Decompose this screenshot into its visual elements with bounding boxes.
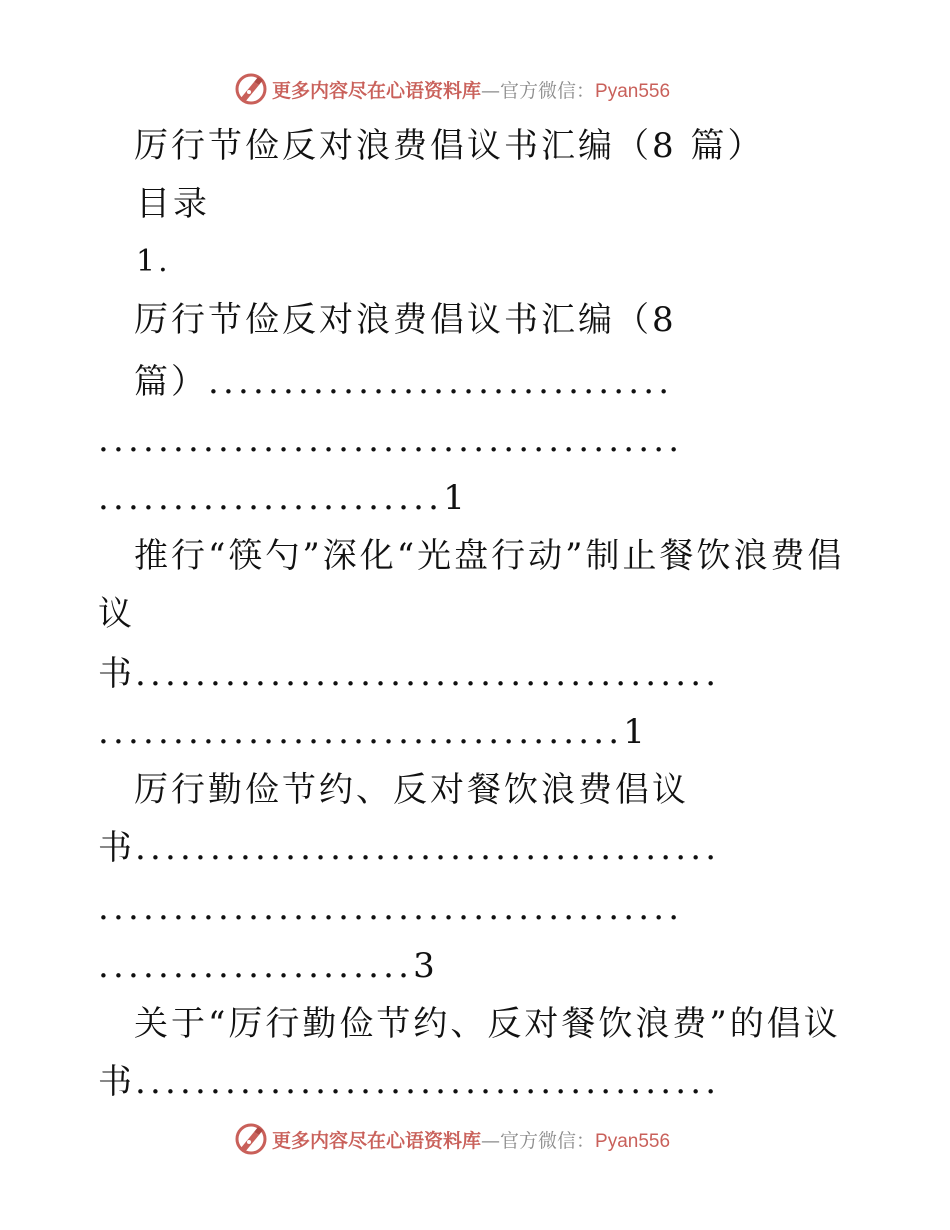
toc-leader-dots: ..................... <box>98 946 414 986</box>
toc-entry-2-title-end: 书 <box>98 654 135 694</box>
toc-entry-2-title: 推行“筷勺”深化“光盘行动”制止餐饮浪费倡 <box>134 536 845 576</box>
toc-entry-1-line4 <box>98 478 465 518</box>
watermark-text <box>272 76 670 103</box>
toc-leader-dots: ....................... <box>98 478 444 518</box>
toc-entry-3-line4 <box>98 946 435 986</box>
toc-leader-dots: ....................................... <box>135 828 721 868</box>
watermark-site-name: 更多内容尽在心语资料库 <box>272 1129 482 1152</box>
watermark-wechat-id: Pyan556 <box>595 80 671 102</box>
toc-leader-dots: ............................... <box>208 362 674 402</box>
toc-entry-2-title-cont: 议 <box>98 594 135 634</box>
watermark-site-name: 更多内容尽在心语资料库 <box>272 79 482 102</box>
toc-entry-1-page: 1 <box>443 478 465 518</box>
toc-entry-1-title-cont: 篇） <box>134 362 208 402</box>
watermark-wechat-id: Pyan556 <box>595 1130 671 1152</box>
toc-entry-4-line2 <box>98 1062 720 1102</box>
pen-logo-icon <box>234 72 268 106</box>
toc-entry-4-title-end: 书 <box>98 1062 135 1102</box>
toc-entry-3-title-end: 书 <box>98 828 135 868</box>
toc-number: 1. <box>136 244 171 279</box>
toc-leader-dots: ................................... <box>98 712 624 752</box>
toc-leader-dots: ....................................... <box>98 420 684 460</box>
watermark-text <box>272 1126 670 1153</box>
toc-entry-2-page: 1 <box>623 712 645 752</box>
watermark-footer <box>234 1122 670 1156</box>
toc-entry-1-line2 <box>134 362 673 402</box>
toc-entry-3-page: 3 <box>413 946 435 986</box>
watermark-wechat-label: 官方微信： <box>500 1129 596 1152</box>
document-title: 厉行节俭反对浪费倡议书汇编（8 篇） <box>134 126 765 166</box>
watermark-dash: — <box>481 79 501 102</box>
toc-heading: 目录 <box>136 184 210 224</box>
toc-leader-dots: ....................................... <box>98 888 684 928</box>
pen-logo-icon <box>234 1122 268 1156</box>
watermark-header <box>234 72 670 106</box>
toc-entry-2-line3 <box>98 654 720 694</box>
watermark-dash: — <box>481 1129 501 1152</box>
toc-entry-4-title: 关于“厉行勤俭节约、反对餐饮浪费”的倡议 <box>134 1004 841 1044</box>
toc-entry-1-title: 厉行节俭反对浪费倡议书汇编（8 <box>134 300 677 340</box>
toc-entry-2-line4 <box>98 712 645 752</box>
toc-entry-3-title: 厉行勤俭节约、反对餐饮浪费倡议 <box>134 770 689 810</box>
toc-leader-dots: ....................................... <box>135 1062 721 1102</box>
toc-entry-3-line2 <box>98 828 720 868</box>
watermark-wechat-label: 官方微信： <box>500 79 596 102</box>
toc-leader-dots: ....................................... <box>135 654 721 694</box>
